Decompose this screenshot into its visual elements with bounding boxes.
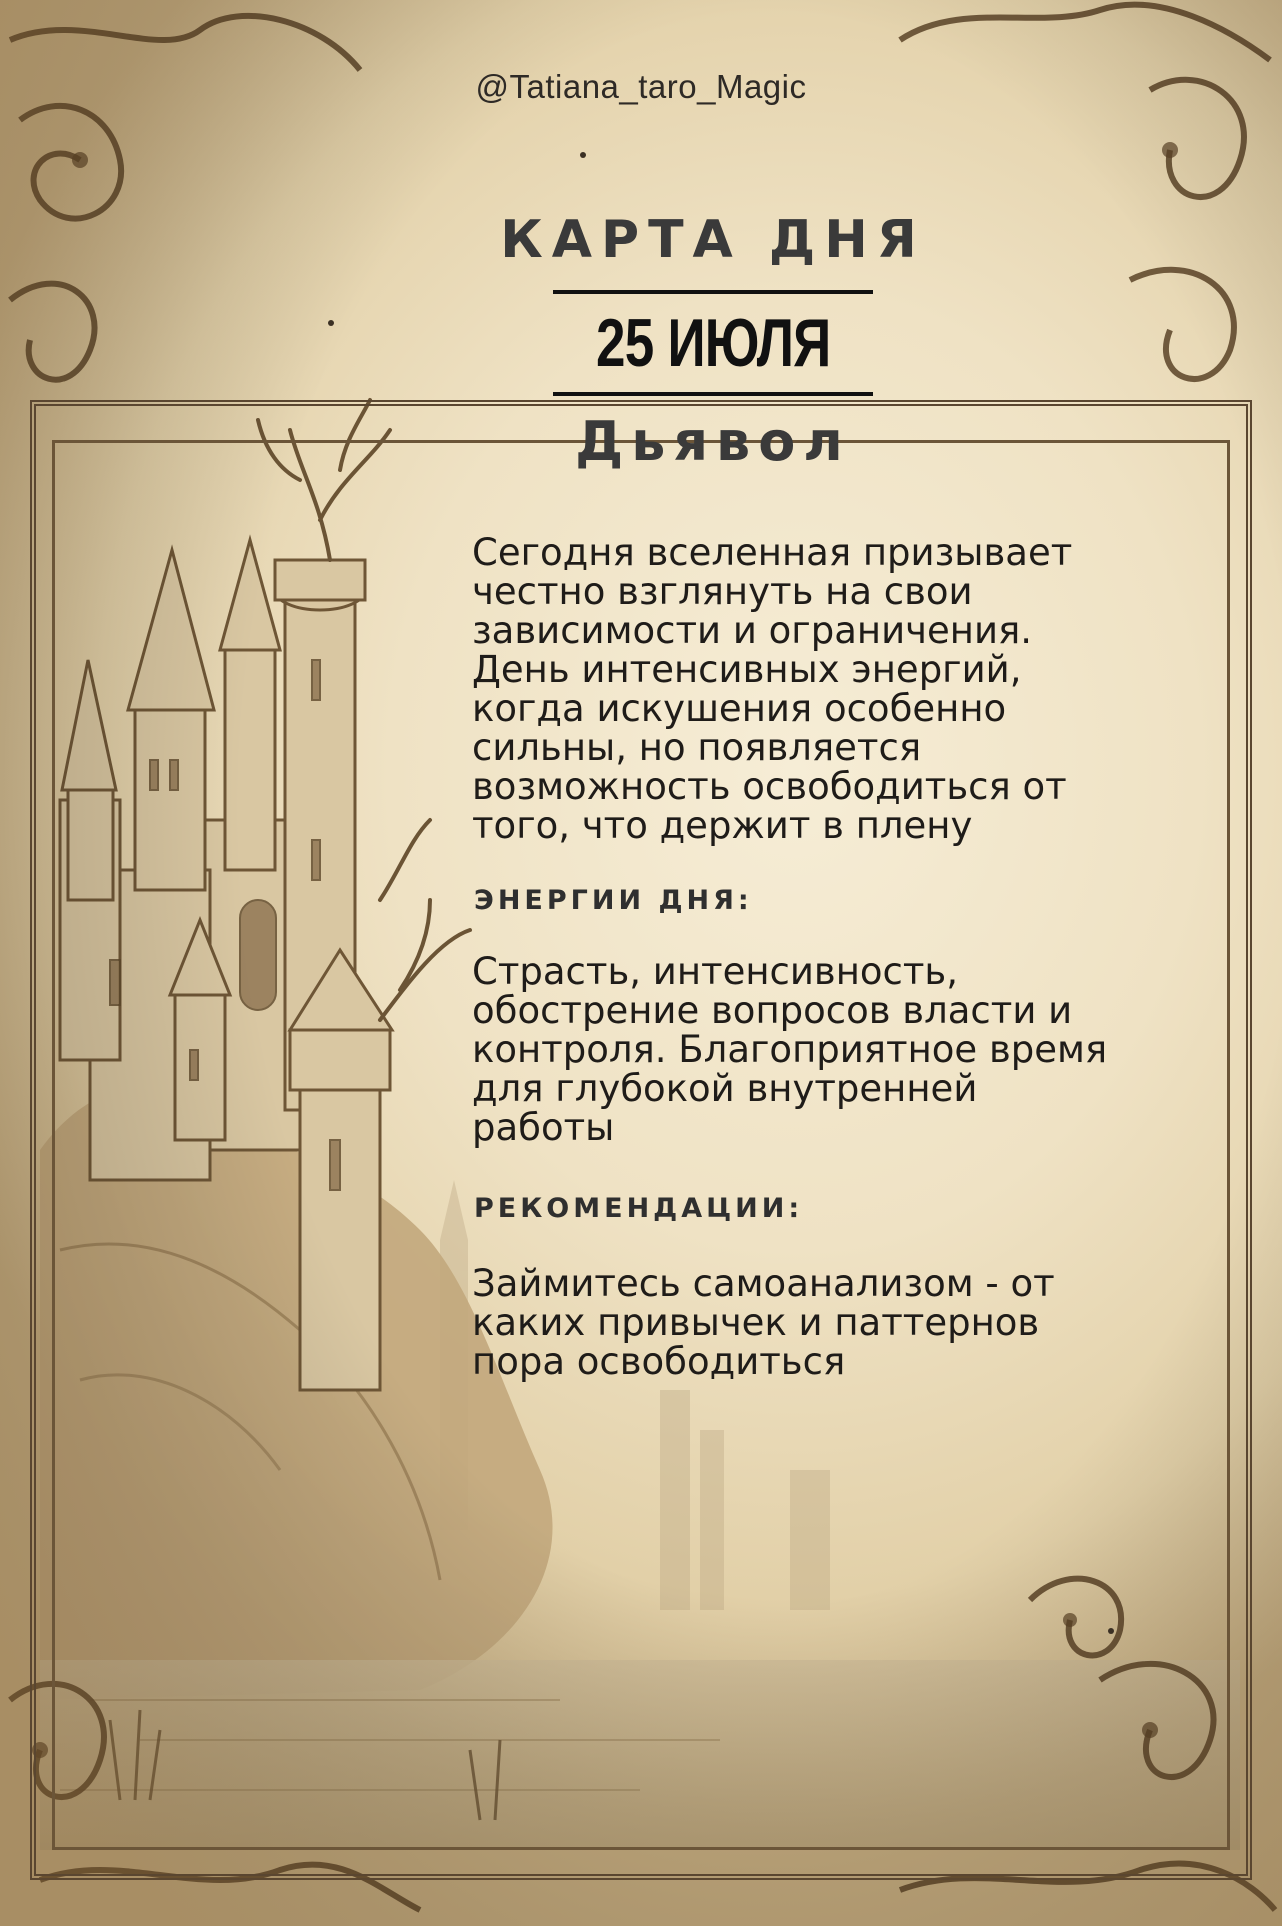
decorative-dot <box>580 152 586 158</box>
energies-heading: ЭНЕРГИИ ДНЯ: <box>474 885 753 916</box>
date-label: 25 ИЮЛЯ <box>595 305 831 381</box>
recommendations-text: Займитесь самоанализом - от каких привычек и паттернов пора освободиться <box>472 1262 1055 1383</box>
recommendations-heading: РЕКОМЕНДАЦИИ: <box>474 1193 804 1224</box>
date-block <box>553 290 873 396</box>
card-description: Сегодня вселенная призывает честно взглянуть на свои зависимости и ограничения. День интенсивных энергий, когда искушения особенно сильны, но появляется возможность освободиться от того, что держит в плену <box>472 531 1073 847</box>
card-of-day-heading: КАРТА ДНЯ <box>500 210 926 270</box>
card-name: Дьявол <box>575 410 851 473</box>
watermark-handle: @Tatiana_taro_Magic <box>475 68 807 105</box>
decorative-dot <box>328 320 334 326</box>
energies-text: Страсть, интенсивность, обострение вопросов власти и контроля. Благоприятное время для глубокой внутренней работы <box>472 950 1108 1149</box>
decorative-dot <box>1108 1628 1114 1634</box>
